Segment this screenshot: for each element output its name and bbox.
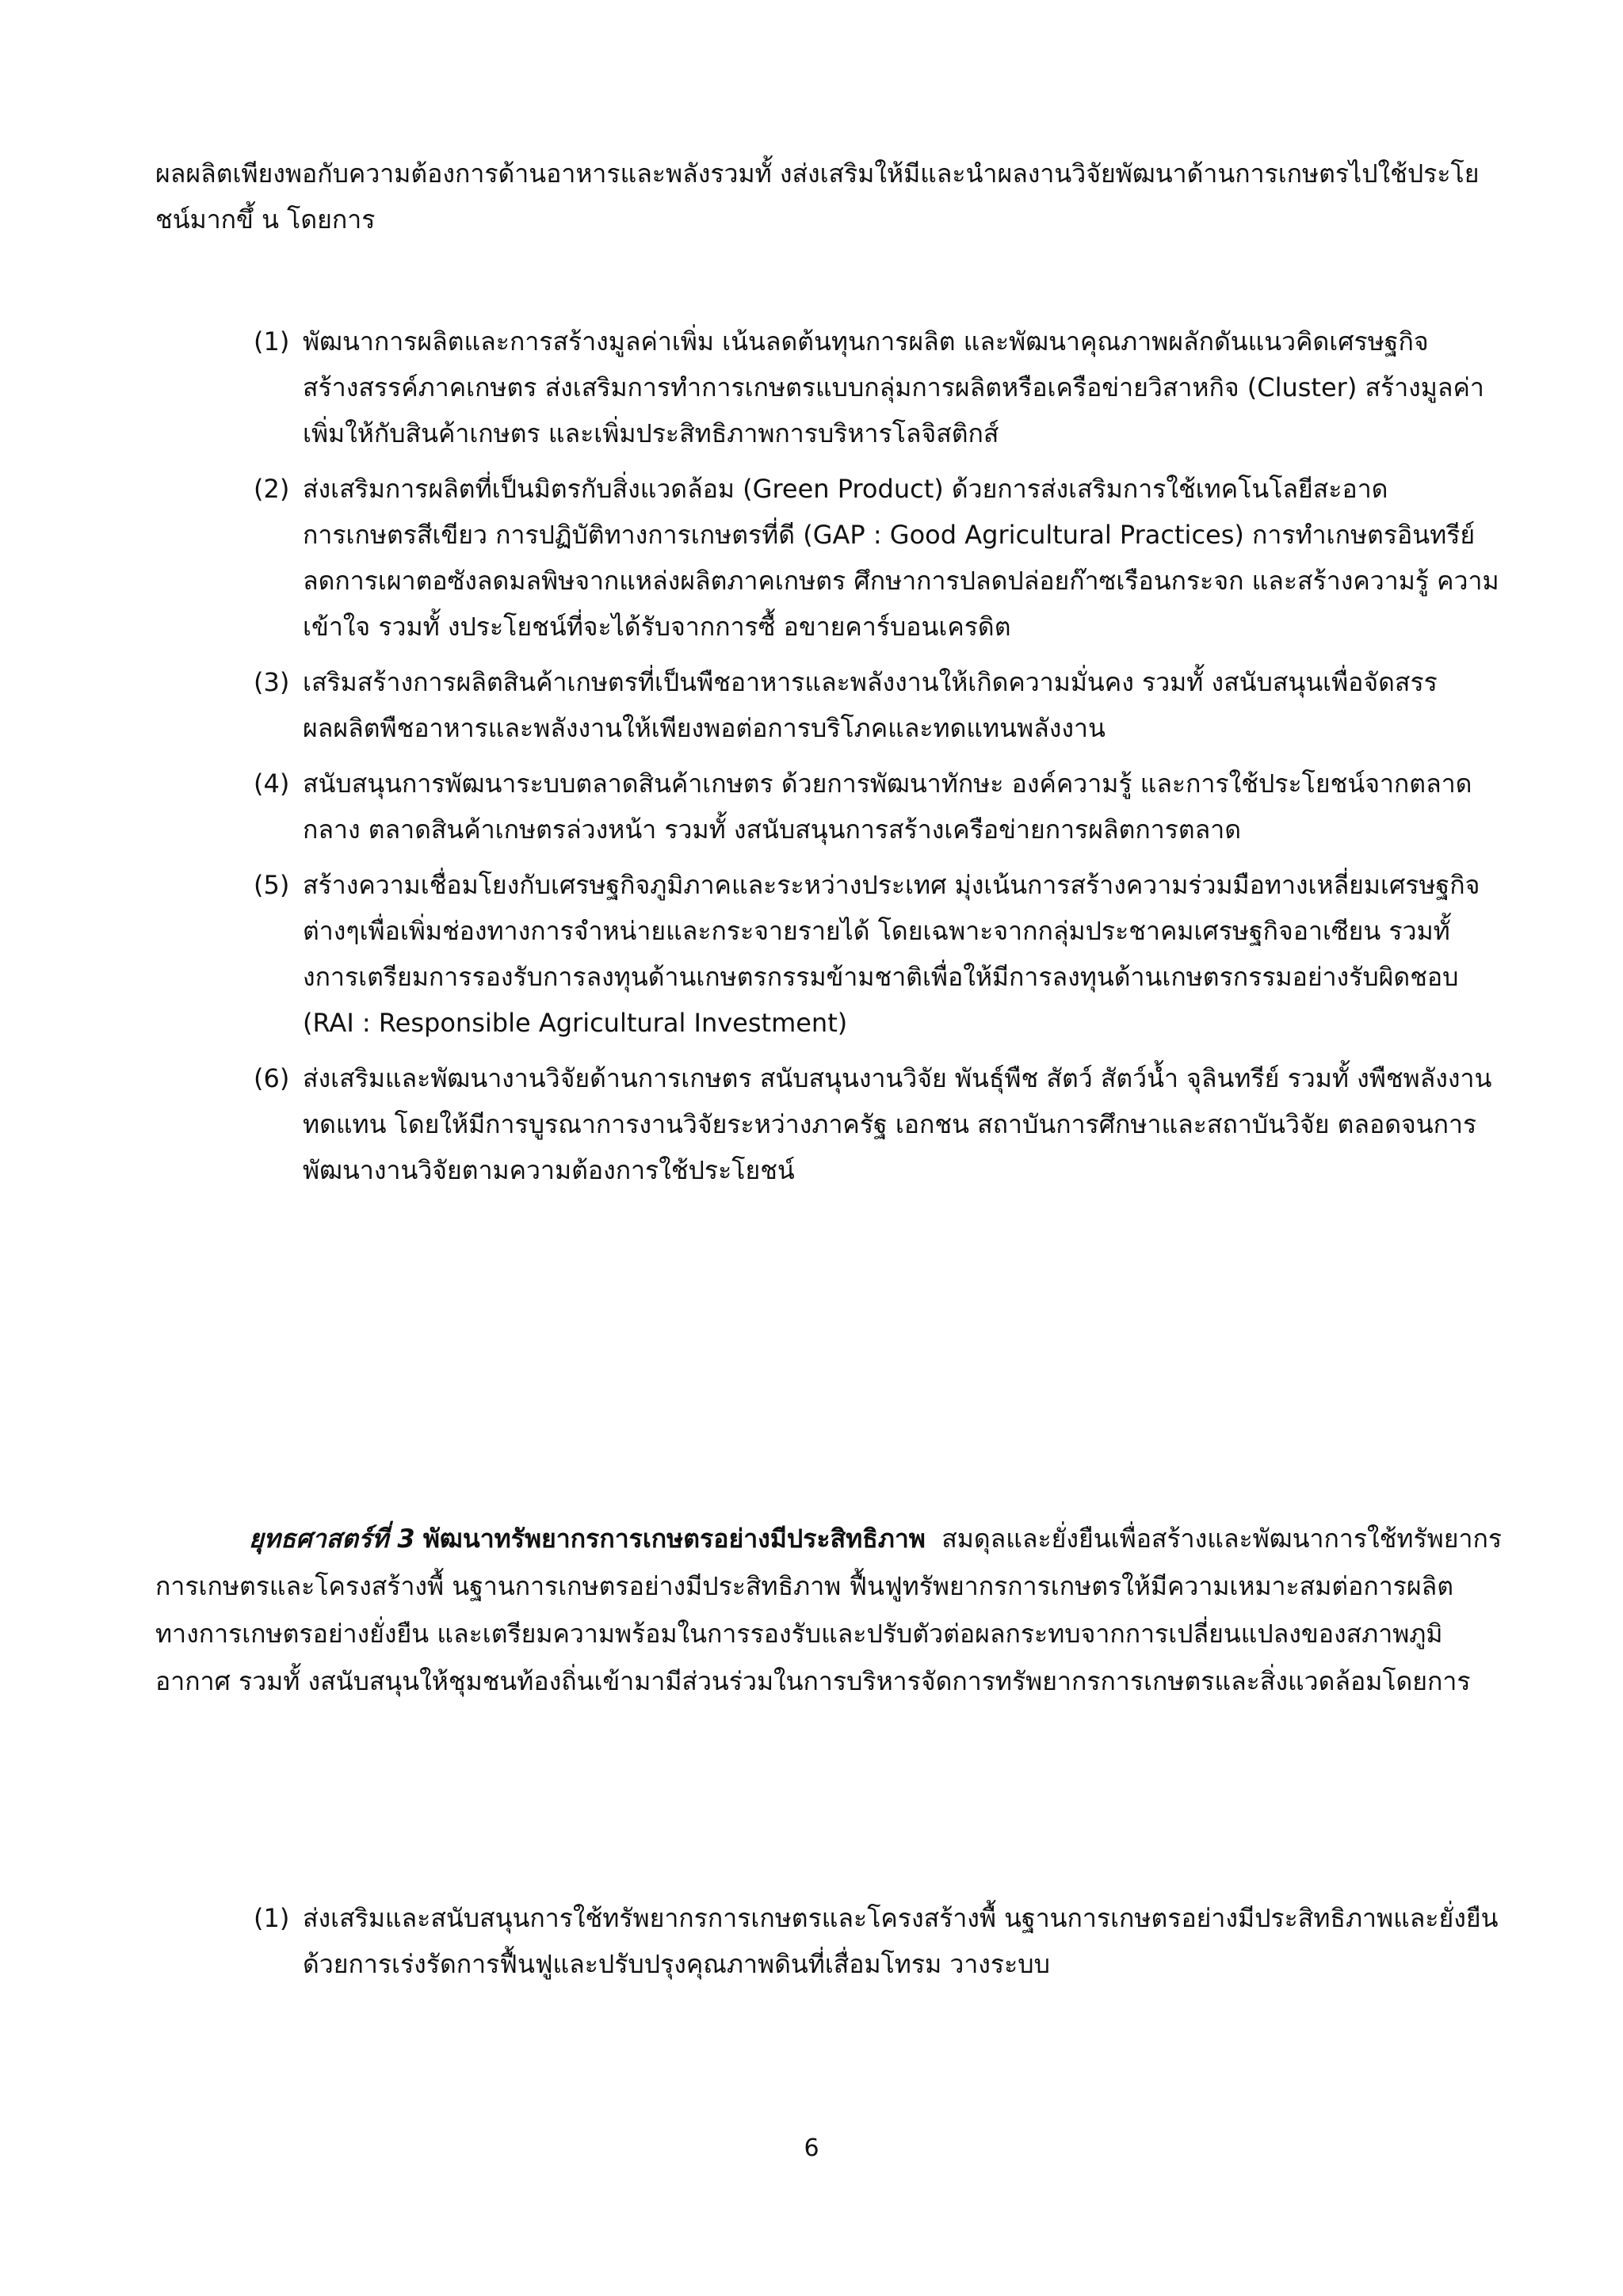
list-item-number: (1) (254, 326, 290, 357)
measures-list-1 (254, 318, 1506, 1203)
list-item (254, 466, 1506, 650)
measures-list-2 (254, 1895, 1506, 1997)
list-item-text: สร้างความเชื่อมโยงกับเศรษฐกิจภูมิภาคและระหว่างประเทศ มุ่งเน้นการสร้างความร่วมมือทางเหลี่ยมเศรษฐกิจต่างๆเพื่อเพิ่มช่องทางการจำหน่ายและกระจายรายได้ โดยเฉพาะจากกลุ่มประชาคมเศรษฐกิจอาเซียน รวมทั้ งการเตรียมการรองรับการลงทุนด้านเกษตรกรรมข้ามชาติเพื่อให้มีการลงทุนด้านเกษตรกรรมอย่างรับผิดชอบ (RAI : Responsible Agricultural Investment) (303, 870, 1480, 1038)
list-item (254, 862, 1506, 1046)
strategy-label: ยุทธศาสตร์ที่ 3 (249, 1524, 415, 1554)
list-item (254, 1055, 1506, 1193)
list-item-number: (5) (254, 870, 290, 900)
list-item-text: ส่งเสริมและสนับสนุนการใช้ทรัพยากรการเกษตรและโครงสร้างพื้ นฐานการเกษตรอย่างมีประสิทธิภาพและยั่งยืน ด้วยการเร่งรัดการฟื้นฟูและปรับปรุงคุณภาพดินที่เสื่อมโทรม วางระบบ (303, 1903, 1499, 1979)
list-item-text: สนับสนุนการพัฒนาระบบตลาดสินค้าเกษตร ด้วยการพัฒนาทักษะ องค์ความรู้ และการใช้ประโยชน์จากตลาดกลาง ตลาดสินค้าเกษตรล่วงหน้า รวมทั้ งสนับสนุนการสร้างเครือข่ายการผลิตการตลาด (303, 769, 1472, 845)
list-item (254, 761, 1506, 852)
strategy-paragraph (155, 1515, 1503, 1705)
intro-paragraph: ผลผลิตเพียงพอกับความต้องการด้านอาหารและพลังรวมทั้ งส่งเสริมให้มีและนำผลงานวิจัยพัฒนาด้านการเกษตรไปใช้ประโยชน์มากขึ้ น โดยการ (155, 158, 1480, 235)
list-item (254, 318, 1506, 456)
list-item (254, 659, 1506, 751)
list-item-number: (2) (254, 474, 290, 504)
list-item-number: (3) (254, 667, 290, 697)
list-item-number: (4) (254, 769, 290, 799)
list-item (254, 1895, 1506, 1987)
page-number: 6 (804, 2134, 819, 2162)
list-item-text: เสริมสร้างการผลิตสินค้าเกษตรที่เป็นพืชอาหารและพลังงานให้เกิดความมั่นคง รวมทั้ งสนับสนุนเพื่อจัดสรรผลผลิตพืชอาหารและพลังงานให้เพียงพอต่อการบริโภคและทดแทนพลังงาน (303, 667, 1438, 743)
list-item-number: (6) (254, 1063, 290, 1093)
list-item-text: ส่งเสริมการผลิตที่เป็นมิตรกับสิ่งแวดล้อม (Green Product) ด้วยการส่งเสริมการใช้เทคโนโลยีสะอาด การเกษตรสีเขียว การปฏิบัติทางการเกษตรที่ดี (GAP : Good Agricultural Practices) การทำเกษตรอินทรีย์ ลดการเผาตอซังลดมลพิษจากแหล่งผลิตภาคเกษตร ศึกษาการปลดปล่อยก๊าซเรือนกระจก และสร้างความรู้ ความเข้าใจ รวมทั้ งประโยชน์ที่จะได้รับจากการซื้ อขายคาร์บอนเครดิต (303, 474, 1499, 642)
list-item-text: ส่งเสริมและพัฒนางานวิจัยด้านการเกษตร สนับสนุนงานวิจัย พันธุ์พืช สัตว์ สัตว์น้ำ จุลินทรีย์ รวมทั้ งพืชพลังงานทดแทน โดยให้มีการบูรณาการงานวิจัยระหว่างภาครัฐ เอกชน สถาบันการศึกษาและสถาบันวิจัย ตลอดจนการพัฒนางานวิจัยตามความต้องการใช้ประโยชน์ (303, 1063, 1492, 1185)
strategy-title: พัฒนาทรัพยากรการเกษตรอย่างมีประสิทธิภาพ (422, 1524, 926, 1554)
strategy-body: สมดุลและยั่งยืนเพื่อสร้างและพัฒนาการใช้ทรัพยากรการเกษตรและโครงสร้างพื้ นฐานการเกษตรอย่างมีประสิทธิภาพ ฟื้นฟูทรัพยากรการเกษตรให้มีความเหมาะสมต่อการผลิตทางการเกษตรอย่างยั่งยืน และเตรียมความพร้อมในการรองรับและปรับตัวต่อผลกระทบจากการเปลี่ยนแปลงของสภาพภูมิอากาศ รวมทั้ งสนับสนุนให้ชุมชนท้องถิ่นเข้ามามีส่วนร่วมในการบริหารจัดการทรัพยากรการเกษตรและสิ่งแวดล้อมโดยการ (155, 1524, 1503, 1696)
list-item-text: พัฒนาการผลิตและการสร้างมูลค่าเพิ่ม เน้นลดต้นทุนการผลิต และพัฒนาคุณภาพผลักดันแนวคิดเศรษฐกิจสร้างสรรค์ภาคเกษตร ส่งเสริมการทำการเกษตรแบบกลุ่มการผลิตหรือเครือข่ายวิสาหกิจ (Cluster) สร้างมูลค่าเพิ่มให้กับสินค้าเกษตร และเพิ่มประสิทธิภาพการบริหารโลจิสติกส์ (303, 326, 1484, 448)
list-item-number: (1) (254, 1903, 290, 1933)
